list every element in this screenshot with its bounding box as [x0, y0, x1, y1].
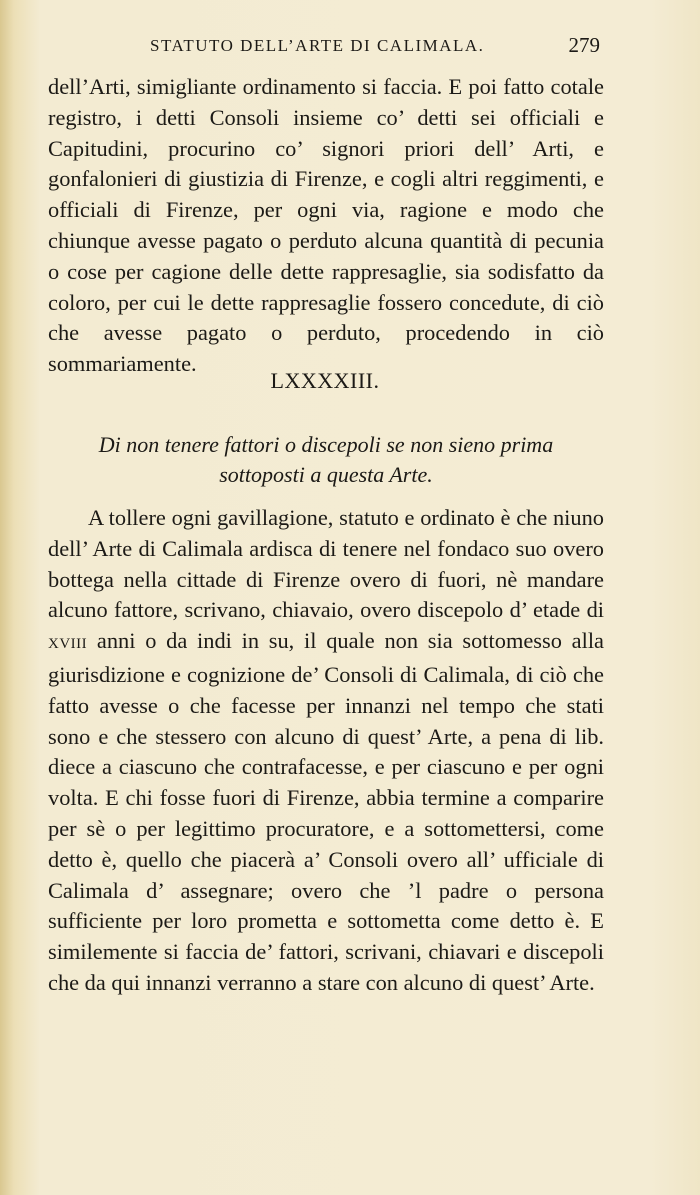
running-header [150, 33, 600, 62]
roman-numeral: XVIII [48, 636, 88, 653]
paragraph-text-start: A tollere ogni gavillagione, statuto e ordinato è che niuno dell’ Arte di Calimala ardisca di tenere nel fondaco suo overo bottega nella cittade di Firenze overo di fuori, nè mandare alcuno fattore, scrivano, chiavaio, overo discepolo d’ etade di [48, 505, 604, 623]
running-title: STATUTO DELL’ARTE DI CALIMALA. [150, 36, 485, 55]
page-number: 279 [568, 33, 600, 57]
section-number: LXXXXIII. [270, 368, 380, 393]
section-paragraph [48, 503, 604, 999]
section-rubric [48, 430, 604, 490]
rubric-line-1: Di non tenere fattori o discepoli se non sieno prima [98, 432, 554, 457]
paragraph-text-end: anni o da indi in su, il quale non sia sottomesso alla giurisdizione e cognizione de’ Consoli di Calimala, di ciò che fatto avesse o che facesse per innanzi nel tempo che stati sono e che stessero con alcuno di quest’ Arte, a pena di lib. diece a ciascuno che contrafacesse, e per ciascuno e per ogni volta. E chi fosse fuori di Firenze, abbia termine a comparire per sè o per legittimo procuratore, e a sottomettersi, come detto è, quello che piacerà a’ Consoli overo all’ ufficiale di Calimala d’ assegnare; overo che ’l padre o persona sufficiente per loro prometta e sottometta come detto è. E similemente si faccia de’ fattori, scrivani, chiavari e discepoli che da qui innanzi verranno a stare con alcuno di quest’ Arte. [48, 628, 604, 995]
paragraph-continued: dell’Arti, simigliante ordinamento si faccia. E poi fatto cotale registro, i detti Consoli insieme co’ detti sei officiali e Capitudini, procurino co’ signori priori dell’ Arti, e gonfalonieri di giustizia di Firenze, e cogli altri reggimenti, e officiali di Firenze, per ogni via, ragione e modo che chiunque avesse pagato o perduto alcuna quantità di pecunia o cose per cagione delle dette rappresaglie, sia sodisfatto da coloro, per cui le dette rappresaglie fossero concedute, di ciò che avesse pagato o perduto, procedendo in ciò sommariamente. [48, 74, 604, 377]
rubric-line-2: sottoposti a questa Arte. [219, 462, 433, 487]
